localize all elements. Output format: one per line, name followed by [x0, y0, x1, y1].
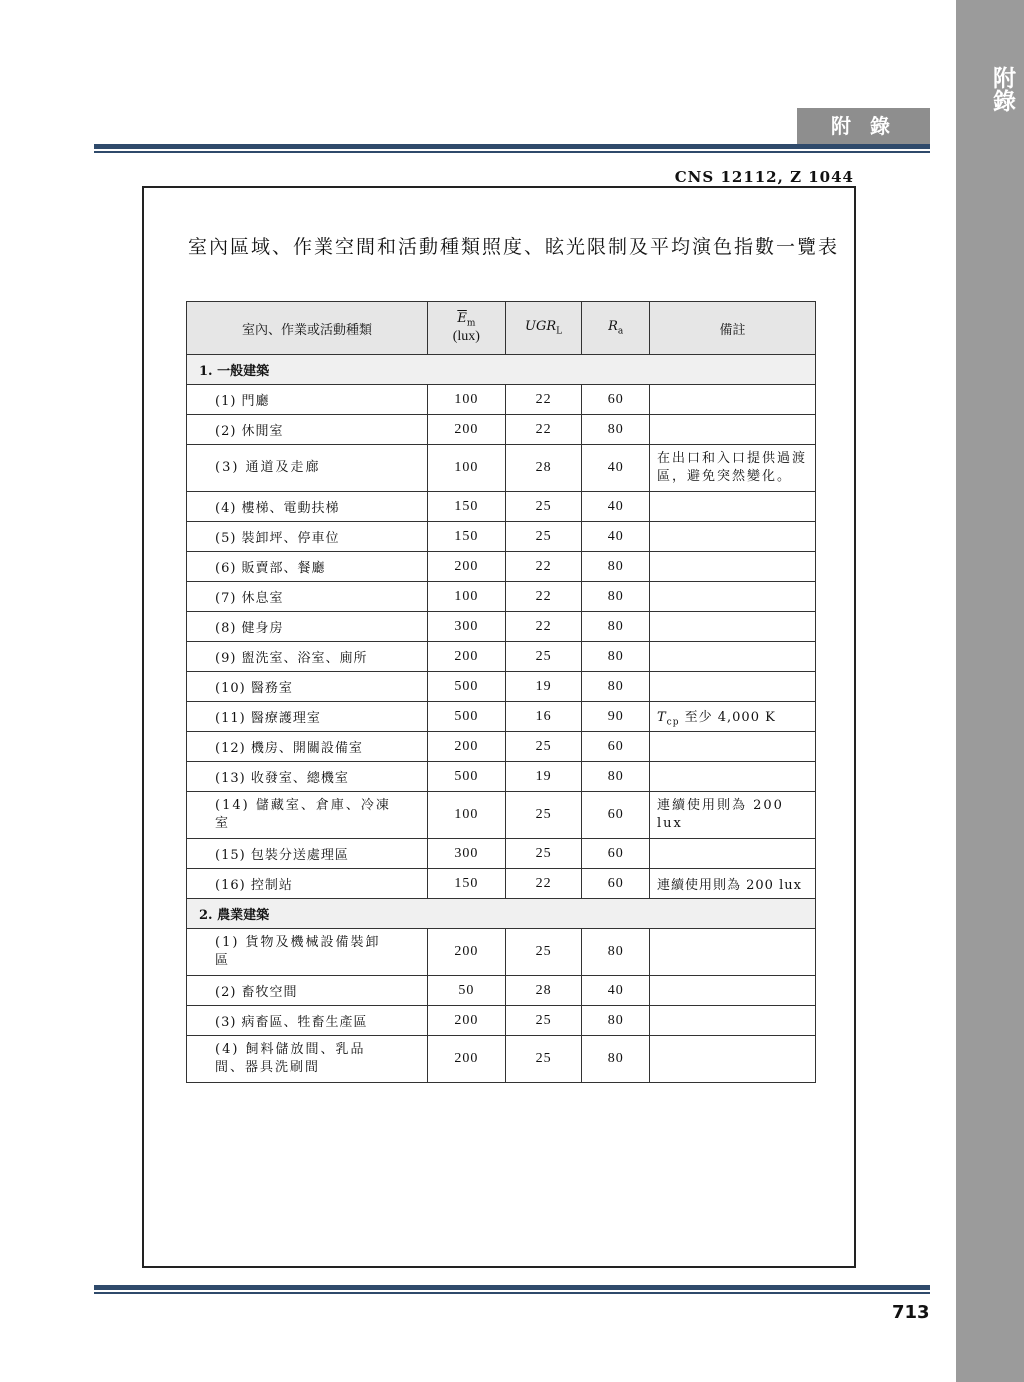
table-row	[187, 1036, 816, 1083]
ra-cell: 60	[582, 385, 650, 415]
ugr-cell: 25	[505, 929, 582, 976]
illuminance-cell: 300	[427, 839, 505, 869]
ra-cell: 40	[582, 976, 650, 1006]
illuminance-cell: 200	[427, 415, 505, 445]
table-row	[187, 445, 816, 492]
ra-cell: 40	[582, 522, 650, 552]
table-row	[187, 929, 816, 976]
note-cell: $T_{cp}$ 至少 4,000 K	[650, 702, 816, 732]
activity-cell: (3) 通道及走廊	[187, 445, 428, 492]
table-row	[187, 702, 816, 732]
note-cell: 在出口和入口提供過渡區，避免突然變化。	[650, 445, 816, 492]
col-header-ugr: $UGR_L$	[505, 302, 582, 355]
activity-cell: (4) 飼料儲放間、乳品間、器具洗刷間	[187, 1036, 428, 1083]
ugr-cell: 19	[505, 672, 582, 702]
activity-cell: (1) 貨物及機械設備裝卸區	[187, 929, 428, 976]
section-badge: 附 錄	[797, 108, 930, 144]
illuminance-cell: 200	[427, 552, 505, 582]
activity-cell: (12) 機房、開關設備室	[187, 732, 428, 762]
note-cell	[650, 1006, 816, 1036]
note-cell	[650, 522, 816, 552]
illuminance-cell: 50	[427, 976, 505, 1006]
activity-cell: (13) 收發室、總機室	[187, 762, 428, 792]
ugr-cell: 25	[505, 1036, 582, 1083]
illuminance-cell: 500	[427, 702, 505, 732]
note-cell	[650, 672, 816, 702]
activity-cell: (7) 休息室	[187, 582, 428, 612]
ugr-cell: 22	[505, 552, 582, 582]
illuminance-cell: 200	[427, 732, 505, 762]
illuminance-cell: 500	[427, 672, 505, 702]
side-tab-label: 附錄	[989, 66, 1015, 112]
ugr-cell: 16	[505, 702, 582, 732]
ra-cell: 80	[582, 642, 650, 672]
col-header-ra: $R_a$	[582, 302, 650, 355]
activity-cell: (4) 樓梯、電動扶梯	[187, 492, 428, 522]
ra-cell: 40	[582, 445, 650, 492]
activity-cell: (8) 健身房	[187, 612, 428, 642]
table-row	[187, 612, 816, 642]
section-title: 2. 農業建築	[187, 899, 816, 929]
activity-cell: (11) 醫療護理室	[187, 702, 428, 732]
note-cell	[650, 385, 816, 415]
ra-cell: 40	[582, 492, 650, 522]
activity-cell: (16) 控制站	[187, 869, 428, 899]
illuminance-cell: 100	[427, 445, 505, 492]
table-row	[187, 1006, 816, 1036]
page-number: 713	[892, 1302, 930, 1323]
ugr-cell: 25	[505, 792, 582, 839]
activity-cell: (6) 販賣部、餐廳	[187, 552, 428, 582]
illuminance-cell: 500	[427, 762, 505, 792]
note-cell	[650, 976, 816, 1006]
table-row	[187, 869, 816, 899]
ugr-cell: 25	[505, 642, 582, 672]
note-cell	[650, 415, 816, 445]
ugr-cell: 25	[505, 522, 582, 552]
ugr-cell: 22	[505, 385, 582, 415]
side-tab	[956, 0, 1024, 1382]
note-cell	[650, 929, 816, 976]
activity-cell: (2) 畜牧空間	[187, 976, 428, 1006]
page-title: 室內區域、作業空間和活動種類照度、眩光限制及平均演色指數一覽表	[188, 236, 840, 258]
illuminance-table	[186, 301, 816, 1083]
table-row	[187, 582, 816, 612]
note-cell	[650, 552, 816, 582]
table-row	[187, 732, 816, 762]
illuminance-cell: 200	[427, 1006, 505, 1036]
ra-cell: 80	[582, 1036, 650, 1083]
section-row	[187, 355, 816, 385]
illuminance-cell: 150	[427, 869, 505, 899]
table-row	[187, 642, 816, 672]
table-row	[187, 492, 816, 522]
ugr-cell: 25	[505, 1006, 582, 1036]
activity-cell: (15) 包裝分送處理區	[187, 839, 428, 869]
note-cell	[650, 582, 816, 612]
ra-cell: 80	[582, 672, 650, 702]
illuminance-cell: 150	[427, 522, 505, 552]
ra-cell: 80	[582, 762, 650, 792]
illuminance-cell: 200	[427, 642, 505, 672]
section-row	[187, 899, 816, 929]
table-row	[187, 672, 816, 702]
table-row	[187, 839, 816, 869]
table-row	[187, 385, 816, 415]
illuminance-cell: 100	[427, 792, 505, 839]
ra-cell: 80	[582, 582, 650, 612]
note-cell: 連續使用則為 200 lux	[650, 792, 816, 839]
note-cell	[650, 839, 816, 869]
illuminance-cell: 100	[427, 582, 505, 612]
ugr-cell: 19	[505, 762, 582, 792]
note-cell	[650, 492, 816, 522]
table-row	[187, 792, 816, 839]
note-cell	[650, 612, 816, 642]
ra-cell: 80	[582, 1006, 650, 1036]
table-row	[187, 552, 816, 582]
ra-cell: 90	[582, 702, 650, 732]
illuminance-cell: 100	[427, 385, 505, 415]
illuminance-cell: 300	[427, 612, 505, 642]
table-row	[187, 522, 816, 552]
footer-rule	[94, 1285, 930, 1294]
ra-cell: 80	[582, 552, 650, 582]
ra-cell: 60	[582, 792, 650, 839]
ugr-cell: 22	[505, 415, 582, 445]
note-cell: 連續使用則為 200 lux	[650, 869, 816, 899]
table-row	[187, 415, 816, 445]
ra-cell: 60	[582, 732, 650, 762]
col-header-name: 室內、作業或活動種類	[187, 302, 428, 355]
ugr-cell: 25	[505, 492, 582, 522]
col-header-note: 備註	[650, 302, 816, 355]
col-header-em: $\overline{E}_m$ (lux)	[427, 302, 505, 355]
ugr-cell: 28	[505, 976, 582, 1006]
ra-cell: 80	[582, 612, 650, 642]
ugr-cell: 22	[505, 869, 582, 899]
illuminance-cell: 150	[427, 492, 505, 522]
activity-cell: (9) 盥洗室、浴室、廁所	[187, 642, 428, 672]
header-rule	[94, 144, 930, 153]
ugr-cell: 28	[505, 445, 582, 492]
ugr-cell: 22	[505, 582, 582, 612]
table-row	[187, 762, 816, 792]
standard-code: CNS 12112, Z 1044	[674, 168, 854, 186]
ra-cell: 80	[582, 929, 650, 976]
table-header-row	[187, 302, 816, 355]
ra-cell: 60	[582, 869, 650, 899]
illuminance-cell: 200	[427, 1036, 505, 1083]
ugr-cell: 25	[505, 732, 582, 762]
activity-cell: (14) 儲藏室、倉庫、冷凍室	[187, 792, 428, 839]
table-row	[187, 976, 816, 1006]
activity-cell: (2) 休閒室	[187, 415, 428, 445]
ugr-cell: 22	[505, 612, 582, 642]
ra-cell: 80	[582, 415, 650, 445]
activity-cell: (5) 裝卸坪、停車位	[187, 522, 428, 552]
note-cell	[650, 732, 816, 762]
ugr-cell: 25	[505, 839, 582, 869]
activity-cell: (3) 病畜區、牲畜生產區	[187, 1006, 428, 1036]
note-cell	[650, 642, 816, 672]
note-cell	[650, 762, 816, 792]
activity-cell: (1) 門廳	[187, 385, 428, 415]
illuminance-cell: 200	[427, 929, 505, 976]
section-title: 1. 一般建築	[187, 355, 816, 385]
activity-cell: (10) 醫務室	[187, 672, 428, 702]
note-cell	[650, 1036, 816, 1083]
ra-cell: 60	[582, 839, 650, 869]
